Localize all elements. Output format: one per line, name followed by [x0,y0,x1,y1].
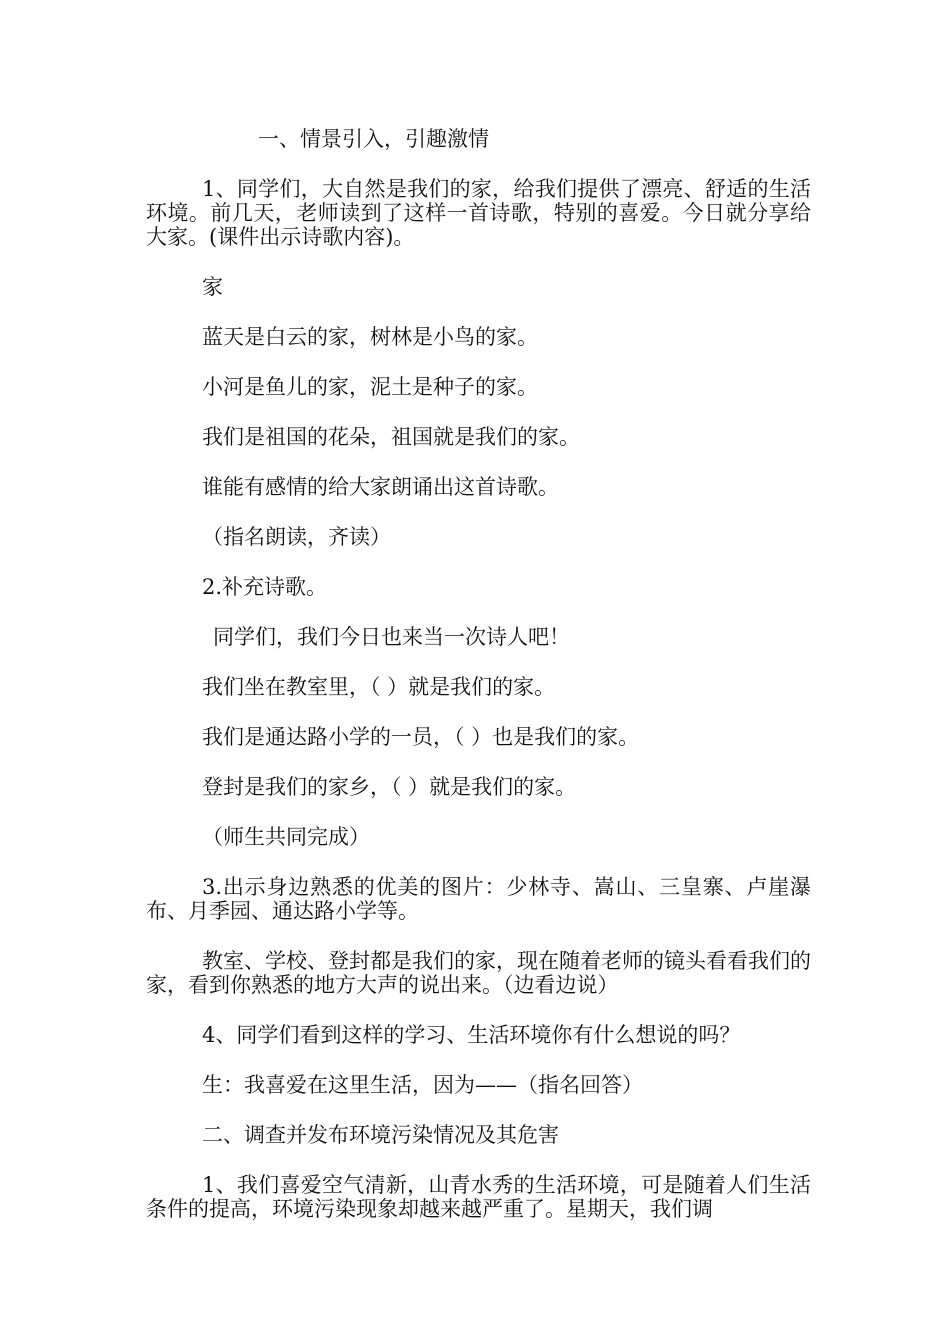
section-heading-1: 一、情景引入，引趣激情 [258,127,489,151]
step-2-heading: 2.补充诗歌。 [202,575,328,599]
fill-in-line-2: 我们是通达路小学的一员，（ ）也是我们的家。 [202,725,640,749]
step-3-paragraph: 3.出示身边熟悉的优美的图片：少林寺、嵩山、三皇寨、卢崖瀑布、月季园、通达路小学等。 [146,875,811,923]
step-2-intro: 同学们，我们今日也来当一次诗人吧！ [213,625,570,649]
reading-note: （指名朗读，齐读） [202,525,391,549]
student-answer: 生：我喜爱在这里生活，因为——（指名回答） [202,1073,643,1097]
poem-line-2: 小河是鱼儿的家，泥土是种子的家。 [202,375,538,399]
fill-in-line-1: 我们坐在教室里，（ ）就是我们的家。 [202,675,556,699]
poem-line-1: 蓝天是白云的家，树林是小鸟的家。 [202,325,538,349]
recite-prompt: 谁能有感情的给大家朗诵出这首诗歌。 [202,475,559,499]
poem-line-3: 我们是祖国的花朵，祖国就是我们的家。 [202,425,580,449]
step-4-question: 4、同学们看到这样的学习、生活环境你有什么想说的吗？ [202,1023,741,1047]
together-note: （师生共同完成） [202,825,370,849]
section-2-paragraph-1: 1、我们喜爱空气清新，山青水秀的生活环境，可是随着人们生活条件的提高，环境污染现象却越来越严重了。星期天，我们调 [146,1173,811,1221]
fill-in-line-3: 登封是我们的家乡，（ ）就是我们的家。 [202,775,577,799]
poem-title: 家 [202,275,223,299]
step-3-follow-paragraph: 教室、学校、登封都是我们的家，现在随着老师的镜头看看我们的家，看到你熟悉的地方大声的说出来。（边看边说） [146,949,811,997]
paragraph-intro: 1、同学们，大自然是我们的家，给我们提供了漂亮、舒适的生活环境。前几天，老师读到了这样一首诗歌，特别的喜爱。今日就分享给大家。(课件出示诗歌内容)。 [146,177,811,249]
section-heading-2: 二、调查并发布环境污染情况及其危害 [202,1123,559,1147]
